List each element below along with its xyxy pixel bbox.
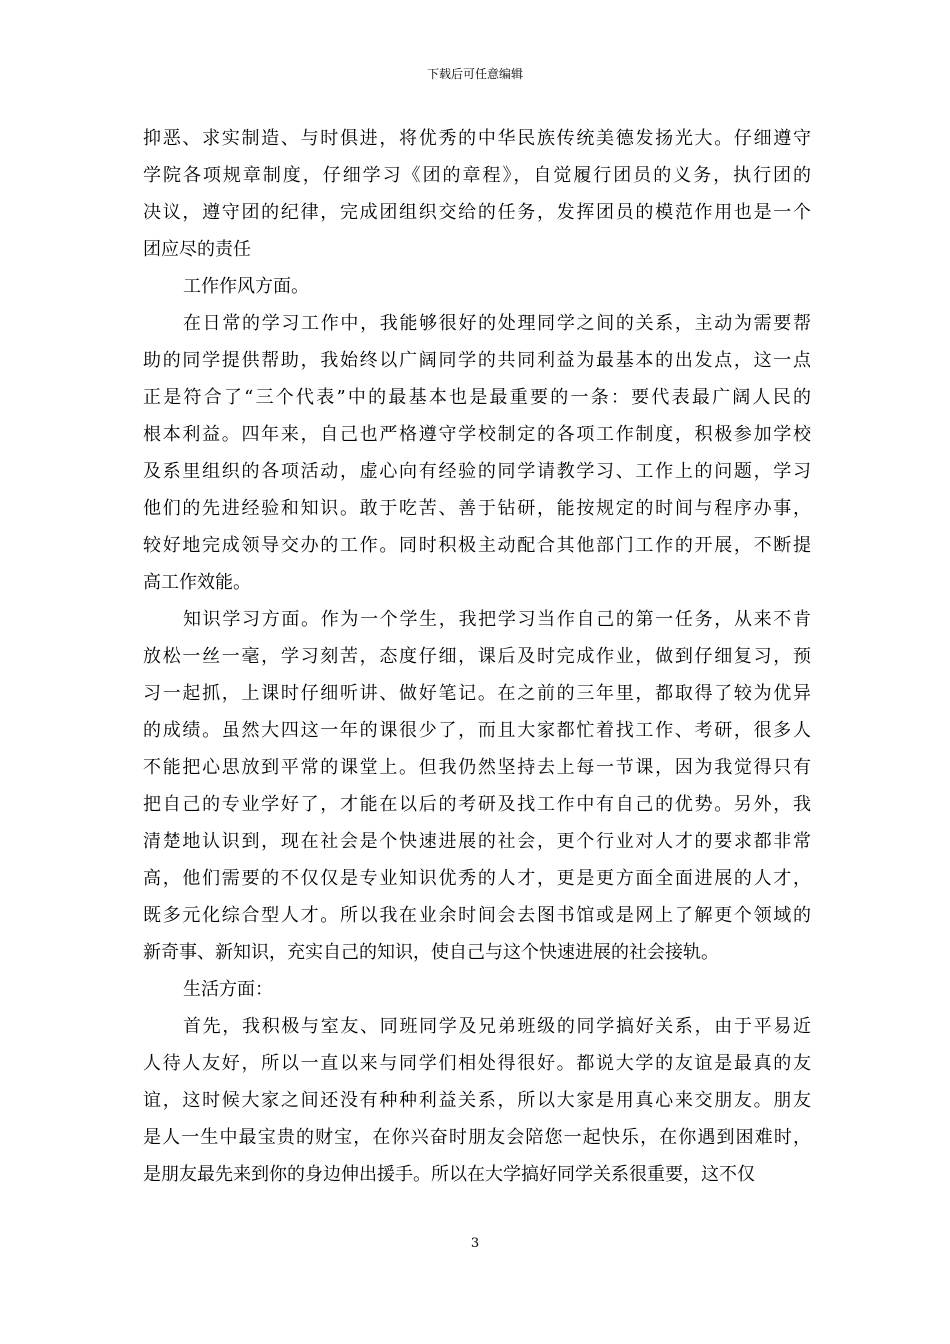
paragraph <box>143 601 811 971</box>
text-line: 工作作风方面。 <box>183 276 309 297</box>
text-line: 高，他们需要的不仅仅是专业知识优秀的人才，更是更方面全面进展的人才， <box>143 868 813 889</box>
document-body <box>143 120 814 1193</box>
page-header: 下载后可任意编辑 <box>426 67 523 81</box>
text-line: 决议，遵守团的纪律，完成团组织交给的任务，发挥团员的模范作用也是一个 <box>143 202 813 223</box>
text-line: 较好地完成领导交办的工作。同时积极主动配合其他部门工作的开展，不断提 <box>143 535 813 556</box>
text-line: 他们的先进经验和知识。敢于吃苦、善于钻研，能按规定的时间与程序办事， <box>143 498 813 519</box>
paragraph <box>143 1008 811 1193</box>
text-line: 生活方面： <box>183 979 273 1000</box>
text-line: 根本利益。四年来，自己也严格遵守学校制定的各项工作制度，积极参加学校 <box>143 424 813 445</box>
text-line: 把自己的专业学好了，才能在以后的考研及找工作中有自己的优势。另外，我 <box>143 794 813 815</box>
text-line: 是人一生中最宝贵的财宝，在你兴奋时朋友会陪您一起快乐，在你遇到困难时， <box>143 1127 813 1148</box>
text-line: 高工作效能。 <box>143 572 251 593</box>
paragraph <box>143 971 811 1008</box>
text-line: 首先，我积极与室友、同班同学及兄弟班级的同学搞好关系，由于平易近 <box>183 1016 813 1037</box>
text-line: 清楚地认识到，现在社会是个快速进展的社会，更个行业对人才的要求都非常 <box>143 831 813 852</box>
text-line: 学院各项规章制度，仔细学习《团的章程》，自觉履行团员的义务，执行团的 <box>143 165 813 186</box>
text-line: 是朋友最先来到你的身边伸出援手。所以在大学搞好同学关系很重要，这不仅 <box>143 1164 755 1185</box>
text-line: 不能把心思放到平常的课堂上。但我仍然坚持去上每一节课，因为我觉得只有 <box>143 757 813 778</box>
text-line: 人待人友好，所以一直以来与同学们相处得很好。都说大学的友谊是最真的友 <box>143 1053 813 1074</box>
text-line: 团应尽的责任 <box>143 239 251 260</box>
paragraph <box>143 305 814 601</box>
paragraph <box>143 120 811 268</box>
text-line: 习一起抓，上课时仔细听讲、做好笔记。在之前的三年里，都取得了较为优异 <box>143 683 813 704</box>
text-line: 抑恶、求实制造、与时俱进，将优秀的中华民族传统美德发扬光大。仔细遵守 <box>143 128 813 149</box>
text-line: 新奇事、新知识，充实自己的知识，使自己与这个快速进展的社会接轨。 <box>143 942 719 963</box>
paragraph <box>143 268 811 305</box>
text-line: 的成绩。虽然大四这一年的课很少了，而且大家都忙着找工作、考研，很多人 <box>143 720 813 741</box>
text-line: 既多元化综合型人才。所以我在业余时间会去图书馆或是网上了解更个领域的 <box>143 905 813 926</box>
text-line: 谊，这时候大家之间还没有种种利益关系，所以大家是用真心来交朋友。朋友 <box>143 1090 813 1111</box>
text-line: 知识学习方面。作为一个学生，我把学习当作自己的第一任务，从来不肯 <box>183 609 813 630</box>
text-line: 在日常的学习工作中，我能够很好的处理同学之间的关系，主动为需要帮 <box>183 313 813 334</box>
text-line: 及系里组织的各项活动，虚心向有经验的同学请教学习、工作上的问题，学习 <box>143 461 813 482</box>
text-line: 放松一丝一毫，学习刻苦，态度仔细，课后及时完成作业，做到仔细复习，预 <box>143 646 813 667</box>
text-line: 助的同学提供帮助，我始终以广阔同学的共同利益为最基本的出发点，这一点 <box>143 350 813 371</box>
page-number: 3 <box>470 1236 480 1251</box>
text-line: 正是符合了“三个代表”中的最基本也是最重要的一条：要代表最广阔人民的 <box>143 387 814 408</box>
